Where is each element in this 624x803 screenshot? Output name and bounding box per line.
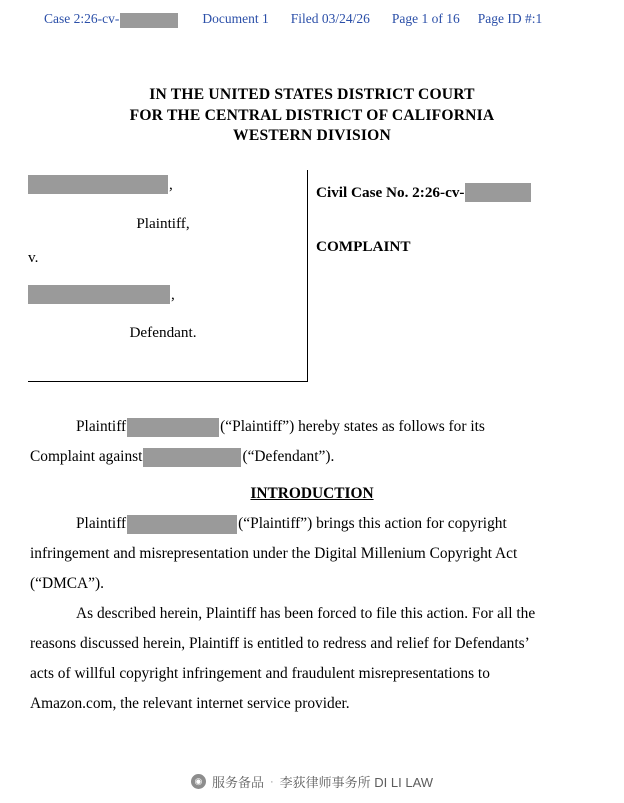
paragraph-intro-2 — [30, 599, 594, 629]
plaintiff-name-line — [28, 170, 298, 200]
header-case-number: Case 2:26-cv- — [44, 11, 120, 26]
intro2-text-a: As described herein, Plaintiff has been forced to file this action. For all the — [76, 605, 536, 623]
paragraph-intro-2-line2: reasons discussed herein, Plaintiff is entitled to redress and relief for Defendants’ — [30, 635, 530, 653]
document-page — [0, 36, 624, 803]
header-page-count: Page 1 of 16 — [391, 11, 460, 26]
court-title-line-2: FOR THE CENTRAL DISTRICT OF CALIFORNIA — [129, 106, 495, 124]
case-caption-block — [0, 170, 624, 396]
civil-case-number-line — [316, 183, 606, 202]
caption-horizontal-rule — [28, 381, 308, 382]
paragraph-preamble-indent — [30, 418, 76, 435]
defendant-name-comma: , — [171, 285, 175, 303]
paragraph-intro-2-line3: acts of willful copyright infringement and fraudulent misrepresentations to — [30, 665, 490, 683]
preamble-text-b: (“Plaintiff”) hereby states as follows for its — [220, 417, 485, 435]
header-document-number: Document 1 — [202, 11, 269, 26]
court-title-line-3: WESTERN DIVISION — [233, 127, 391, 145]
watermark-text-secondary: 李荻律师事务所 DI LI LAW — [279, 775, 434, 790]
header-filed-date: Filed 03/24/26 — [290, 11, 370, 26]
redaction-bar-plaintiff-name — [28, 175, 168, 194]
plaintiff-name-comma: , — [169, 176, 173, 194]
header-page-id: Page ID #:1 — [477, 11, 543, 26]
paragraph-intro-1-line2: infringement and misrepresentation under the Digital Millenium Copyright Act — [30, 545, 518, 563]
redaction-bar-intro-plaintiff — [127, 515, 237, 534]
defendant-name-line — [28, 279, 298, 309]
paragraph-intro-1 — [30, 509, 594, 539]
plaintiff-role-label: Plaintiff, — [136, 214, 190, 232]
complaint-title: COMPLAINT — [316, 237, 411, 255]
watermark-separator-dot: · — [269, 775, 274, 788]
caption-parties-column — [28, 170, 298, 341]
ecf-header-stamp — [0, 6, 624, 32]
caption-case-info-column — [316, 170, 606, 254]
watermark — [0, 772, 624, 791]
paragraph-intro-2-line4: Amazon.com, the relevant internet service provider. — [30, 695, 350, 713]
watermark-badge-icon: ◉ — [191, 774, 206, 789]
redaction-bar-civil-case-number — [465, 183, 531, 202]
header-case-segment — [44, 11, 178, 27]
intro-text-b: (“Plaintiff”) brings this action for copyright — [238, 515, 507, 533]
preamble-text-a: Plaintiff — [76, 417, 127, 435]
caption-vertical-rule — [307, 170, 308, 381]
preamble-text-d: (“Defendant”). — [242, 447, 335, 465]
civil-case-number-label: Civil Case No. 2:26-cv- — [316, 183, 465, 201]
paragraph-intro-1-line3: (“DMCA”). — [30, 575, 104, 593]
redaction-bar-preamble-defendant — [143, 448, 241, 467]
paragraph-preamble-line2 — [30, 442, 594, 472]
paragraph-intro-indent — [30, 515, 76, 532]
paragraph-intro-2-indent — [30, 605, 76, 622]
redaction-bar-case-number — [120, 13, 178, 28]
court-title-block — [0, 87, 624, 144]
paragraph-preamble — [30, 412, 594, 442]
defendant-role-label: Defendant. — [129, 324, 197, 342]
versus-label: v. — [28, 248, 39, 266]
court-title-line-1: IN THE UNITED STATES DISTRICT COURT — [149, 86, 475, 103]
section-heading-introduction: INTRODUCTION — [250, 484, 374, 502]
redaction-bar-preamble-plaintiff — [127, 418, 219, 437]
preamble-text-c: Complaint against — [30, 447, 143, 465]
intro-text-a: Plaintiff — [76, 515, 127, 533]
redaction-bar-defendant-name — [28, 285, 170, 304]
watermark-text-primary: 服务备品 — [211, 775, 264, 790]
document-body — [0, 412, 624, 719]
